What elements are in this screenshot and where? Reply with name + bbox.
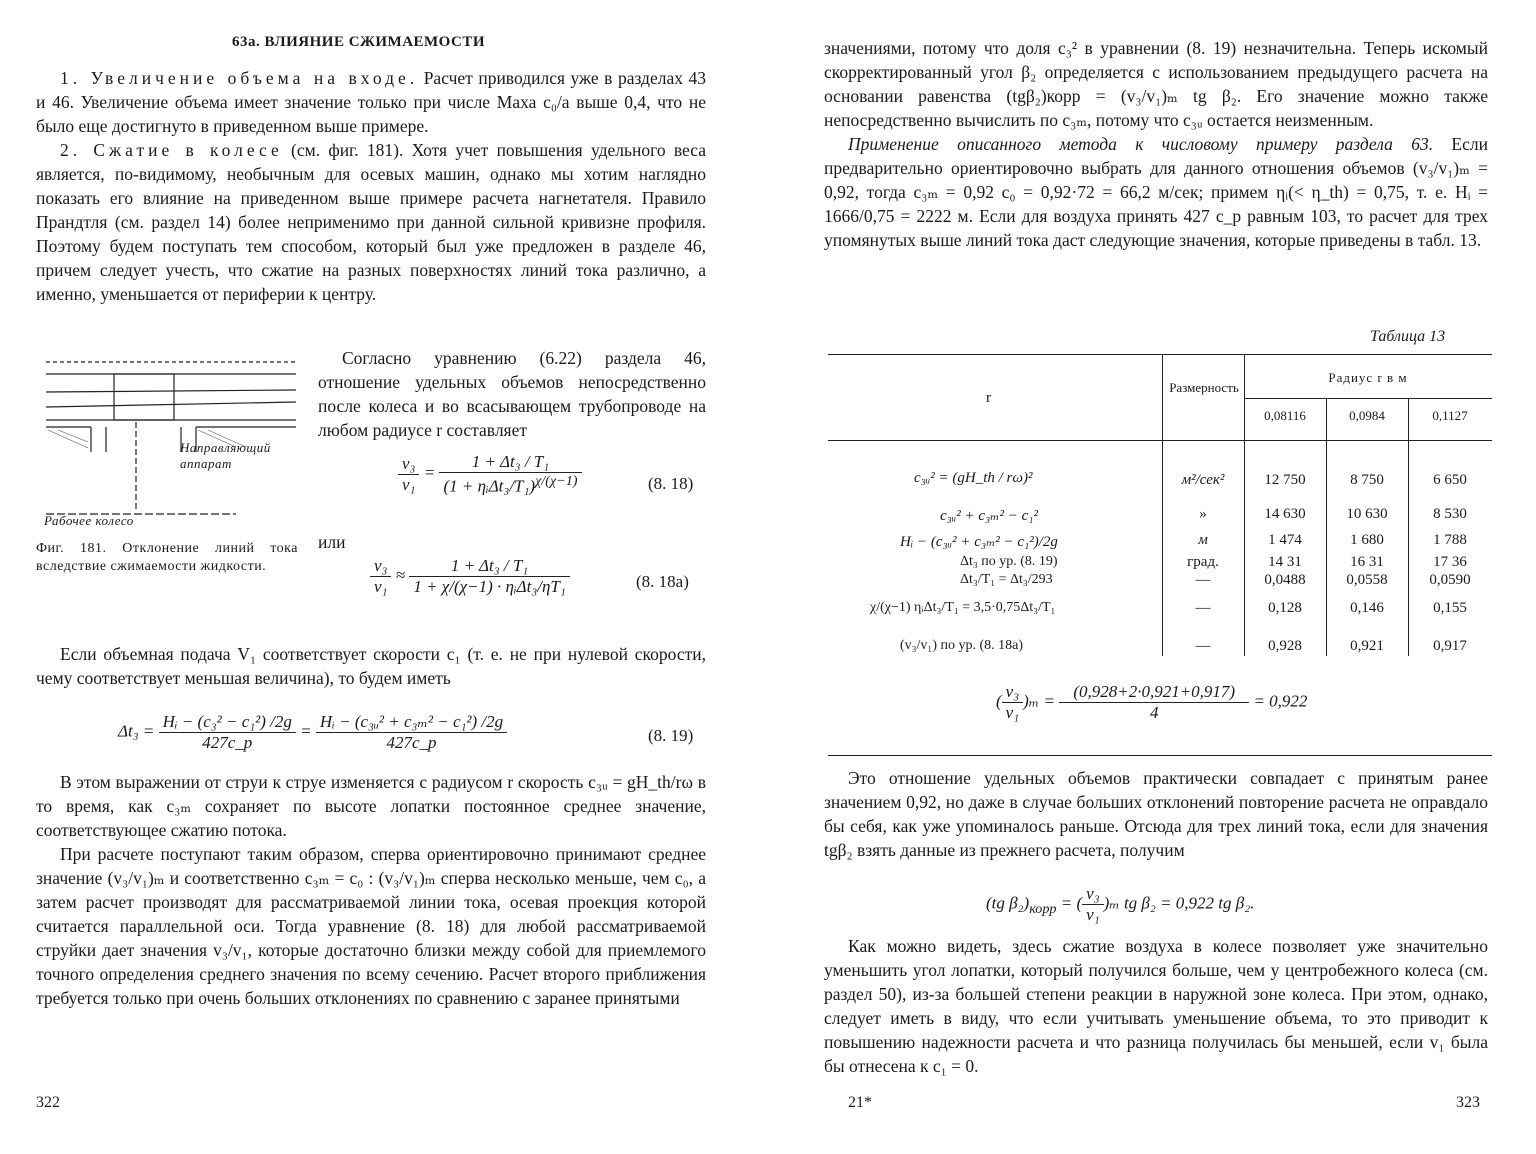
table-row-6-label: χ/(χ−1) ηᵢΔt₃/T₁ = 3,5·0,75Δt₃/T₁ [870, 600, 1056, 615]
table-row-1-label: c₃ᵤ² = (gH_th / rω)² [914, 470, 1033, 486]
table-head-unit: Размерность [1169, 380, 1239, 395]
eq-number-8-18: (8. 18) [648, 474, 694, 493]
table-row-5-v2: 0,0558 [1346, 572, 1388, 588]
table-row-3-unit: м [1198, 532, 1208, 548]
table-row-4-unit: град. [1187, 554, 1219, 570]
table-row-6-v1: 0,128 [1268, 600, 1302, 616]
table-title: Таблица 13 [1370, 328, 1446, 345]
table-row-2-v1: 14 630 [1264, 506, 1306, 522]
table-row-6-v2: 0,146 [1350, 600, 1384, 616]
table-row-1-v2: 8 750 [1350, 472, 1384, 488]
table-row-2-v2: 10 630 [1346, 506, 1388, 522]
table-row-1-v1: 12 750 [1264, 472, 1306, 488]
right-paragraph-4 [824, 934, 1488, 1078]
right-paragraph-2 [824, 132, 1488, 252]
table-row-3-v2: 1 680 [1350, 532, 1384, 548]
table-row-6-unit: — [1195, 600, 1211, 616]
paragraph-4: Если объемная подача V₁ соответствует скорости c₁ (т. е. не при нулевой скорости, чему соответствует меньшая величина), то будем иметь [36, 644, 706, 688]
table-radius-1: 0,08116 [1264, 408, 1306, 423]
mean-denominator: 4 [1149, 703, 1159, 722]
paragraph-5: В этом выражении от струи к струе изменяется с радиусом r скорость c₃ᵤ = gH_th/rω в то время, как c₃ₘ сохраняет по высоте лопатки постоянное среднее значение, соответствующее сжатию потока. [36, 772, 706, 840]
left-page [0, 0, 760, 1154]
left-paragraph-3 [318, 346, 706, 442]
equation-8-18a: $\frac{\text{v₃}}{\text{v₁}}$ ≈ $\frac{\text{1 + Δt₃ / T₁}}{\text{1 + χ/(χ−1) · ηᵢΔt₃/ηT₁}}$ [370, 556, 570, 597]
table-row-1-v3: 6 650 [1433, 472, 1467, 488]
mean-result: = 0,922 [1253, 691, 1308, 711]
right-paragraph-3 [824, 766, 1488, 862]
p2-rest: Если предварительно ориентировочно выбрать для данного отношения объемов (v₃/v₁)ₘ = 0,92, тогда c₃ₘ = 0,92 c₀ = 0,92·72 = 66,2 м/сек; примем ηᵢ(< η_th) = 0,75, т. е. Hᵢ = 1666/0,75 = 2222 м. Если для воздуха принять 427 c_p равным 103, то расчет для трех упомянутых выше линий тока даст следующие значения, которые приведены в табл. 13. [824, 134, 1488, 250]
page-number-right: 323 [1456, 1094, 1480, 1111]
p1-spaced: 1. Увеличение объема на входе. [60, 68, 419, 88]
right-paragraph-3-text: Это отношение удельных объемов практически совпадает с принятым ранее значением 0,92, но даже в случае больших отклонений повторение расчета не оправдало бы себя, как уже упоминалось раньше. Отсюда для трех линий тока, если для значения tgβ₂ взять данные из прежнего расчета, получим [824, 768, 1488, 860]
paragraph-1 [36, 66, 706, 138]
table-row-4-v2: 16 31 [1350, 554, 1384, 570]
right-paragraph-1: значениями, потому что доля c₃² в уравнении (8. 19) незначительна. Теперь искомый скорректированный угол β₂ определяется с использованием предыдущего расчета на основании равенства (tgβ₂)корр = (v₃/v₁)ₘ tg β₂. Его значение можно также непосредственно вычислить по c₃ₘ, потому что c₃ᵤ остается неизменным. [824, 38, 1488, 130]
table-row-2-unit: » [1199, 506, 1207, 522]
table-row-4-v1: 14 31 [1268, 554, 1302, 570]
table-row-7-v1: 0,928 [1268, 638, 1302, 654]
table-row-5-unit: — [1195, 572, 1211, 588]
fig-label-impeller: Рабочее колесо [44, 513, 134, 528]
table-row-2-label: c₃ᵤ² + c₃ₘ² − c₁² [940, 508, 1038, 524]
page-number-left: 322 [36, 1094, 60, 1111]
table-row-6-v3: 0,155 [1433, 600, 1467, 616]
equation-8-19: Δt₃ = $\frac{\text{Hᵢ − (c₃² − c₁²) /2g}}{427c\_p}$ = $\frac{\text{Hᵢ − (c₃ᵤ² + c₃ₘ² − c₁²) /2g}}{427c\_p}$ [118, 712, 507, 753]
eq-corr-result: = 0,922 tg β₂. [1160, 893, 1255, 913]
left-paragraph-1-2 [36, 66, 706, 306]
fig-label-guide-vane: Направляющий аппарат [180, 440, 271, 471]
table-row-4-label: Δt₃ по ур. (8. 19) [960, 554, 1058, 569]
p2-rest: (см. фиг. 181). Хотя учет повышения удельного веса является, по-видимому, необычным для осевых машин, однако мы хотим наглядно показать его влияние на приведенном выше примере расчета нагнетателя. Правило Прандтля (см. раздел 14) более неприменимо при данной сильной кривизне профиля. Поэтому будем поступать тем способом, который был уже предложен в разделе 46, причем следует учесть, что сжатие на разных поверхностях линий тока различно, а именно, уменьшается от периферии к центру. [36, 140, 706, 304]
paragraph-3: Согласно уравнению (6.22) раздела 46, отношение удельных объемов непосредственно после колеса и во всасывающем трубопроводе на любом радиусе r составляет [318, 348, 706, 440]
table-group-rule [1244, 398, 1492, 399]
table-row-7-v3: 0,917 [1433, 638, 1467, 654]
p1-rest: Расчет приводился уже в разделах 43 и 46. Увеличение объема имеет значение только при числе Маха c₀/a выше 0,4, что не было еще достигнуто в приведенном выше примере. [36, 68, 706, 136]
paragraph-6: При расчете поступают таким образом, сперва ориентировочно принимают среднее значение (v₃/v₁)ₘ и соответственно c₃ₘ = c₀ : (v₃/v₁)ₘ сперва несколько меньше, чем c₀, а затем расчет производят для рассматриваемой линии тока, осевая проекция которой считается параллельной оси. Тогда уравнение (8. 18) для любой рассматриваемой струйки дает значения v₃/v₁, которые достаточно близки между собой для приемлемого точного определения среднего значения по всему сечению. Расчет второго приближения требуется только при очень больших отклонениях по сравнению с заранее принятыми [36, 844, 706, 1008]
table-row-5-v3: 0,0590 [1429, 572, 1471, 588]
section-header: 63а. ВЛИЯНИЕ СЖИМАЕМОСТИ [232, 34, 486, 50]
right-paragraph-1-2 [824, 36, 1488, 252]
mean-numerator: (0,928+2·0,921+0,917) [1059, 682, 1249, 703]
table-row-2-v3: 8 530 [1433, 506, 1467, 522]
word-ili: или [318, 532, 346, 552]
table-head-r: r [986, 390, 991, 406]
p2-italic: Применение описанного метода к числовому примеру раздела 63. [848, 134, 1434, 154]
table-vline-4 [1408, 398, 1409, 656]
table-mean-equation: ( $\frac{\text{v₃}}{\text{v₁}}$ )ₘ = $\frac{(0,928+2\cdot 0,921+0,917)}{4}$ = 0,922 [996, 682, 1308, 722]
eq-number-8-18a: (8. 18a) [636, 572, 689, 591]
p2-spaced: 2. Сжатие в колесе [60, 140, 283, 160]
left-paragraph-5-6 [36, 770, 706, 1010]
fig-caption: Фиг. 181. Отклонение линий тока вследствие сжимаемости жидкости. [36, 541, 298, 574]
table-row-5-label: Δt₃/T₁ = Δt₃/293 [960, 572, 1053, 587]
table-row-7-unit: — [1195, 638, 1211, 654]
table-radius-3: 0,1127 [1432, 408, 1468, 423]
table-row-7-label: (v₃/v₁) по ур. (8. 18a) [900, 638, 1024, 653]
table-vline-3 [1326, 398, 1327, 656]
right-page [800, 0, 1536, 1154]
table-row-3-label: Hᵢ − (c₃ᵤ² + c₃ₘ² − c₁²)/2g [900, 534, 1058, 550]
table-row-3-v3: 1 788 [1433, 532, 1467, 548]
table-row-1-unit: м²/сек² [1181, 472, 1225, 488]
left-paragraph-4 [36, 642, 706, 690]
table-row-4-v3: 17 36 [1433, 554, 1467, 570]
signature-mark: 21* [848, 1094, 872, 1111]
equation-corr: (tg $\beta_2)_{корр}$ = ( $\frac{\text{v₃}}{\text{v₁}}$ )ₘ tg β₂ = 0,922 tg β₂. [986, 884, 1255, 924]
paragraph-2 [36, 138, 706, 306]
equation-8-18: $\frac{\text{v₃}}{\text{v₁}}$ = $\frac{\text{1 + Δt₃ / T₁}}{(1 + \eta ᵢ\Delta t_3/T_1)^{\chi/(\chi-1)}}$ [398, 452, 582, 497]
eq-number-8-19: (8. 19) [648, 726, 694, 745]
table-row-5-v1: 0,0488 [1264, 572, 1306, 588]
table-radius-2: 0,0984 [1349, 408, 1385, 423]
table-head-radius: Радиус r в м [1328, 370, 1408, 385]
table-header-rule [828, 440, 1492, 441]
right-paragraph-4-text: Как можно видеть, здесь сжатие воздуха в колесе позволяет уже значительно уменьшить угол лопатки, который получился больше, чем у центробежного колеса (см. раздел 50), из-за большей степени реакции в наружной зоне колеса. При этом, однако, следует иметь в виду, что если учитывать уменьшение объема, то это приводит к повышению надежности расчета и что разница получилась бы меньшей, если v₁ была бы отнесена к c₁ = 0. [824, 936, 1488, 1076]
table-row-7-v2: 0,921 [1350, 638, 1384, 654]
table-row-3-v1: 1 474 [1268, 532, 1302, 548]
